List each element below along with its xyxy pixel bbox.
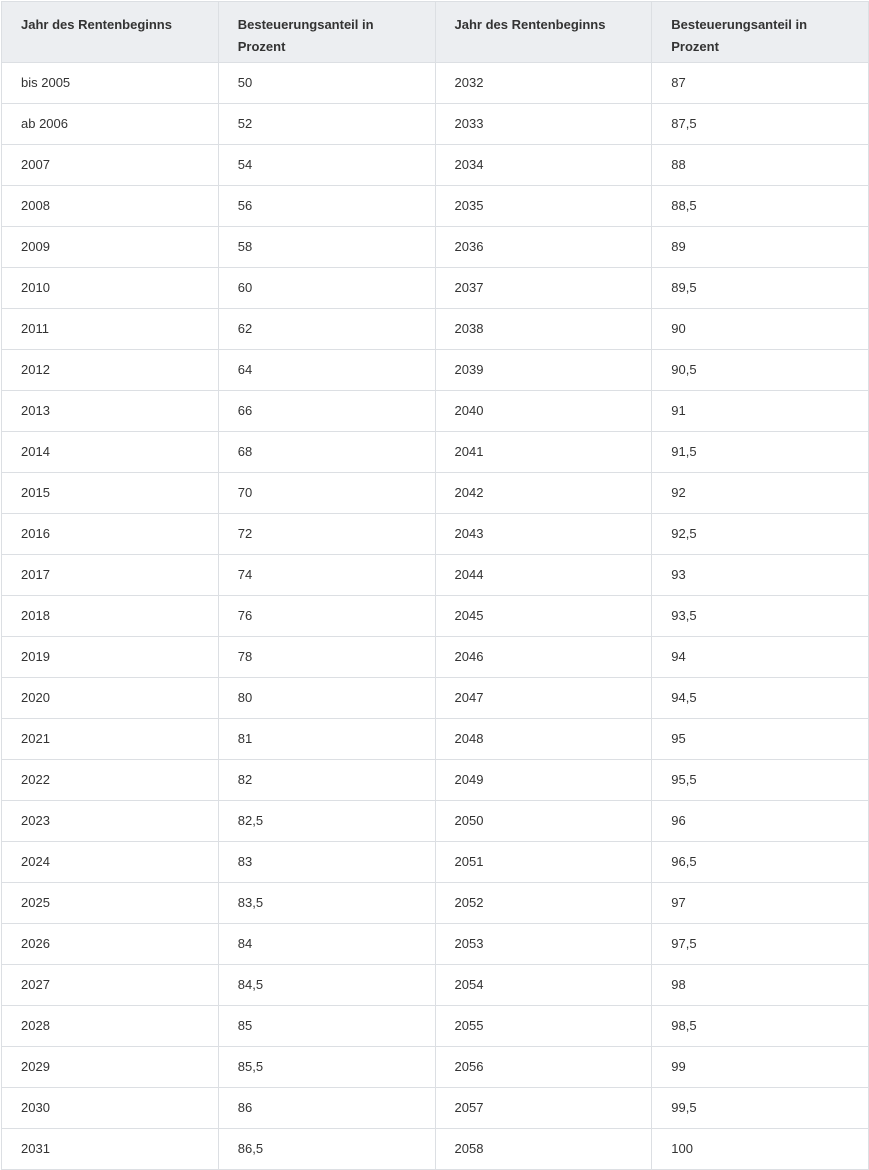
cell-share-right: 98 [652, 965, 869, 1006]
cell-share-left: 80 [218, 678, 435, 719]
cell-year-left: 2028 [2, 1006, 219, 1047]
cell-share-left: 70 [218, 473, 435, 514]
cell-year-right: 2046 [435, 637, 652, 678]
table-row [2, 227, 869, 268]
cell-year-right: 2044 [435, 555, 652, 596]
cell-year-right: 2036 [435, 227, 652, 268]
cell-share-right: 90,5 [652, 350, 869, 391]
cell-share-right: 98,5 [652, 1006, 869, 1047]
cell-year-left: ab 2006 [2, 104, 219, 145]
cell-share-right: 95,5 [652, 760, 869, 801]
cell-year-right: 2043 [435, 514, 652, 555]
cell-share-right: 93,5 [652, 596, 869, 637]
cell-year-left: 2029 [2, 1047, 219, 1088]
table-row [2, 473, 869, 514]
table-row [2, 678, 869, 719]
cell-share-left: 74 [218, 555, 435, 596]
cell-share-right: 87,5 [652, 104, 869, 145]
cell-share-right: 99,5 [652, 1088, 869, 1129]
table-row [2, 883, 869, 924]
table-row [2, 104, 869, 145]
column-header-year-1: Jahr des Rentenbeginns [2, 2, 219, 63]
cell-share-right: 91 [652, 391, 869, 432]
table-row [2, 268, 869, 309]
table-row [2, 637, 869, 678]
cell-share-left: 81 [218, 719, 435, 760]
table-row [2, 350, 869, 391]
table-body [2, 63, 869, 1170]
cell-year-left: 2013 [2, 391, 219, 432]
cell-year-right: 2041 [435, 432, 652, 473]
cell-year-right: 2056 [435, 1047, 652, 1088]
table-row [2, 186, 869, 227]
cell-year-left: 2019 [2, 637, 219, 678]
cell-year-right: 2033 [435, 104, 652, 145]
cell-year-left: 2023 [2, 801, 219, 842]
cell-share-right: 100 [652, 1129, 869, 1170]
cell-year-left: 2031 [2, 1129, 219, 1170]
table-row [2, 1047, 869, 1088]
table-row [2, 514, 869, 555]
taxation-share-table [1, 1, 869, 1170]
cell-share-left: 68 [218, 432, 435, 473]
cell-year-right: 2057 [435, 1088, 652, 1129]
cell-year-left: 2009 [2, 227, 219, 268]
cell-share-left: 84,5 [218, 965, 435, 1006]
cell-year-left: 2017 [2, 555, 219, 596]
cell-share-left: 84 [218, 924, 435, 965]
cell-year-right: 2058 [435, 1129, 652, 1170]
table-header [2, 2, 869, 63]
cell-year-right: 2052 [435, 883, 652, 924]
cell-year-left: 2008 [2, 186, 219, 227]
cell-year-left: 2022 [2, 760, 219, 801]
cell-share-right: 96,5 [652, 842, 869, 883]
table-row [2, 801, 869, 842]
cell-share-left: 50 [218, 63, 435, 104]
cell-year-right: 2053 [435, 924, 652, 965]
cell-year-left: 2020 [2, 678, 219, 719]
table-row [2, 432, 869, 473]
cell-year-right: 2032 [435, 63, 652, 104]
cell-year-right: 2045 [435, 596, 652, 637]
cell-year-right: 2051 [435, 842, 652, 883]
cell-share-left: 56 [218, 186, 435, 227]
cell-share-right: 93 [652, 555, 869, 596]
cell-share-left: 62 [218, 309, 435, 350]
cell-share-left: 83,5 [218, 883, 435, 924]
cell-year-right: 2034 [435, 145, 652, 186]
cell-year-left: 2021 [2, 719, 219, 760]
cell-year-left: 2007 [2, 145, 219, 186]
table-row [2, 391, 869, 432]
cell-share-right: 92,5 [652, 514, 869, 555]
cell-share-right: 91,5 [652, 432, 869, 473]
cell-share-right: 97,5 [652, 924, 869, 965]
cell-share-right: 96 [652, 801, 869, 842]
header-row [2, 2, 869, 63]
cell-share-right: 92 [652, 473, 869, 514]
cell-share-right: 89 [652, 227, 869, 268]
cell-share-left: 60 [218, 268, 435, 309]
cell-share-left: 58 [218, 227, 435, 268]
cell-year-left: 2014 [2, 432, 219, 473]
cell-year-right: 2047 [435, 678, 652, 719]
cell-year-right: 2050 [435, 801, 652, 842]
table-row [2, 555, 869, 596]
table-row [2, 596, 869, 637]
cell-share-left: 82,5 [218, 801, 435, 842]
cell-share-right: 88 [652, 145, 869, 186]
cell-share-left: 82 [218, 760, 435, 801]
table-row [2, 719, 869, 760]
cell-year-right: 2039 [435, 350, 652, 391]
table-row [2, 1006, 869, 1047]
cell-share-right: 99 [652, 1047, 869, 1088]
cell-year-left: 2030 [2, 1088, 219, 1129]
cell-share-left: 72 [218, 514, 435, 555]
cell-year-right: 2055 [435, 1006, 652, 1047]
table-row [2, 1088, 869, 1129]
cell-share-left: 85,5 [218, 1047, 435, 1088]
cell-year-right: 2038 [435, 309, 652, 350]
cell-share-left: 64 [218, 350, 435, 391]
cell-year-right: 2035 [435, 186, 652, 227]
table-row [2, 1129, 869, 1170]
cell-share-right: 87 [652, 63, 869, 104]
table-row [2, 965, 869, 1006]
cell-share-right: 95 [652, 719, 869, 760]
cell-share-right: 94 [652, 637, 869, 678]
cell-year-right: 2048 [435, 719, 652, 760]
cell-year-left: 2010 [2, 268, 219, 309]
cell-year-right: 2054 [435, 965, 652, 1006]
column-header-share-2: Besteuerungsanteil in Prozent [652, 2, 869, 63]
table-row [2, 924, 869, 965]
cell-share-left: 76 [218, 596, 435, 637]
cell-share-left: 86,5 [218, 1129, 435, 1170]
cell-year-left: 2015 [2, 473, 219, 514]
cell-year-right: 2040 [435, 391, 652, 432]
table-row [2, 145, 869, 186]
cell-share-left: 78 [218, 637, 435, 678]
column-header-share-1: Besteuerungsanteil in Prozent [218, 2, 435, 63]
column-header-year-2: Jahr des Rentenbeginns [435, 2, 652, 63]
cell-year-left: 2027 [2, 965, 219, 1006]
cell-share-left: 54 [218, 145, 435, 186]
cell-share-right: 89,5 [652, 268, 869, 309]
cell-share-left: 66 [218, 391, 435, 432]
cell-year-left: 2011 [2, 309, 219, 350]
table-row [2, 842, 869, 883]
cell-year-left: 2026 [2, 924, 219, 965]
cell-share-left: 52 [218, 104, 435, 145]
cell-year-right: 2042 [435, 473, 652, 514]
cell-share-right: 88,5 [652, 186, 869, 227]
cell-share-left: 85 [218, 1006, 435, 1047]
cell-share-left: 86 [218, 1088, 435, 1129]
table-row [2, 760, 869, 801]
cell-year-left: bis 2005 [2, 63, 219, 104]
cell-year-left: 2025 [2, 883, 219, 924]
cell-year-right: 2037 [435, 268, 652, 309]
table-row [2, 63, 869, 104]
cell-year-left: 2018 [2, 596, 219, 637]
cell-year-right: 2049 [435, 760, 652, 801]
cell-year-left: 2012 [2, 350, 219, 391]
table-row [2, 309, 869, 350]
cell-share-left: 83 [218, 842, 435, 883]
cell-year-left: 2024 [2, 842, 219, 883]
cell-share-right: 90 [652, 309, 869, 350]
cell-share-right: 94,5 [652, 678, 869, 719]
cell-year-left: 2016 [2, 514, 219, 555]
cell-share-right: 97 [652, 883, 869, 924]
